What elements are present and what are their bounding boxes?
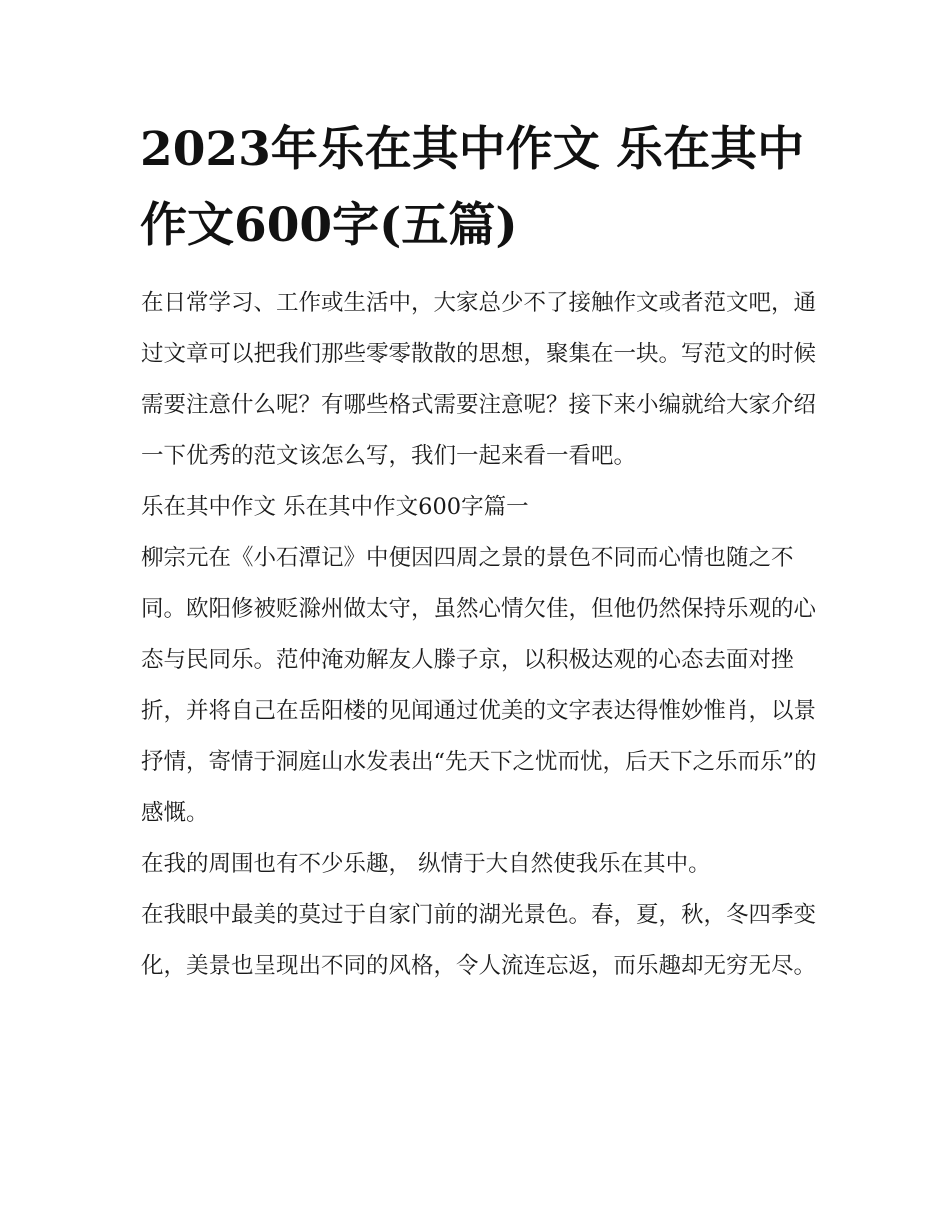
section-heading: 乐在其中作文 乐在其中作文600字篇一	[141, 494, 529, 520]
document-body	[141, 278, 817, 992]
intro-paragraph: 在日常学习、工作或生活中，大家总少不了接触作文或者范文吧，通过文章可以把我们那些零零散散的思想，聚集在一块。写范文的时候需要注意什么呢？有哪些格式需要注意呢？接下来小编就给大家介绍一下优秀的范文该怎么写，我们一起来看一看吧。	[141, 290, 817, 469]
document-title: 2023年乐在其中作文 乐在其中作文600字(五篇)	[140, 122, 805, 253]
body-paragraph: 柳宗元在《小石潭记》中便因四周之景的景色不同而心情也随之不同。欧阳修被贬滁州做太守，虽然心情欠佳，但他仍然保持乐观的心态与民同乐。范仲淹劝解友人滕子京，以积极达观的心态去面对挫折，并将自己在岳阳楼的见闻通过优美的文字表达得惟妙惟肖，以景抒情，寄情于洞庭山水发表出“先天下之忧而忧，后天下之乐而乐”的感慨。	[141, 545, 817, 826]
body-paragraph: 在我的周围也有不少乐趣， 纵情于大自然使我乐在其中。	[141, 851, 711, 877]
body-paragraph: 在我眼中最美的莫过于自家门前的湖光景色。春，夏，秋，冬四季变化，美景也呈现出不同的风格，令人流连忘返，而乐趣却无穷无尽。	[141, 902, 817, 979]
